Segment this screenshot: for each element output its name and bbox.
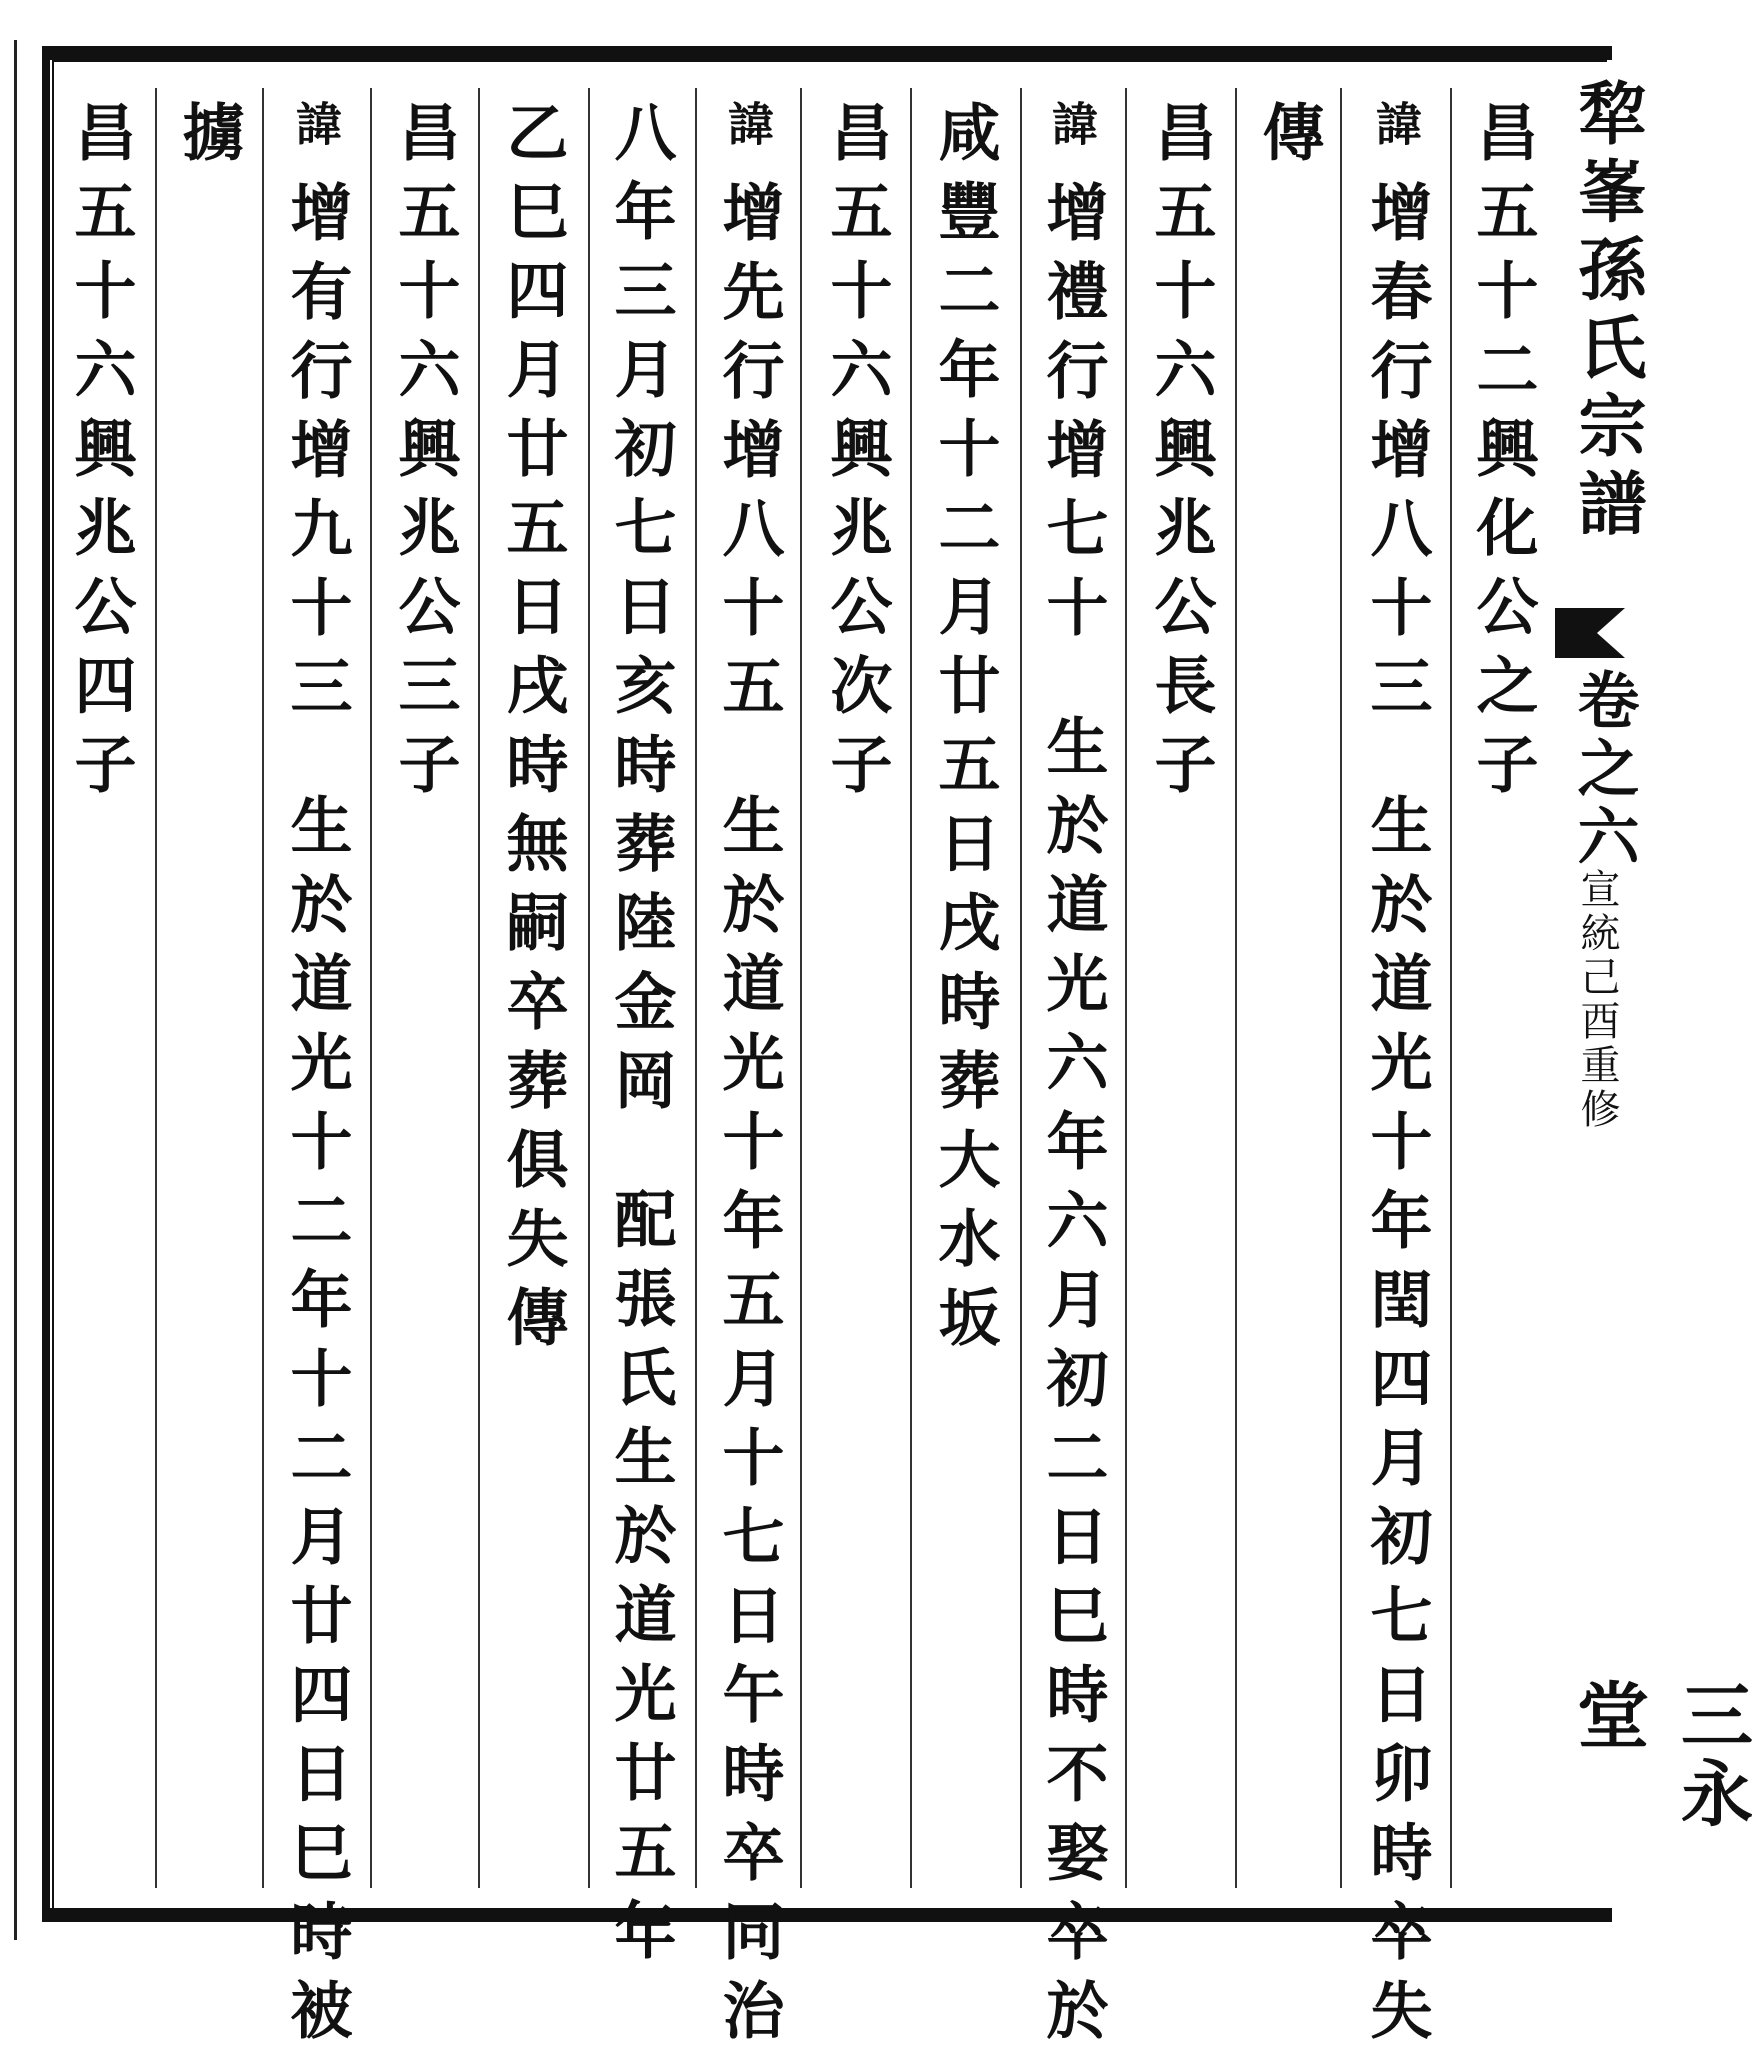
column-divider xyxy=(1340,88,1342,1888)
column-text: 昌五十六興兆公長子 xyxy=(1144,100,1217,811)
column-divider xyxy=(588,88,590,1888)
taboo-name-marker: 諱 xyxy=(1369,100,1423,150)
edition-note: 宣統己酉重修 xyxy=(1574,868,1620,1132)
column-text: 增禮行增七十 xyxy=(1036,180,1109,654)
column-divider xyxy=(1450,88,1452,1888)
fish-tail-mark xyxy=(1555,608,1625,658)
column-text: 昌五十六興兆公次子 xyxy=(820,100,893,811)
column-text: 傳 xyxy=(1252,100,1325,179)
column-text: 昌五十六興兆公三子 xyxy=(388,100,461,811)
column-divider xyxy=(1235,88,1237,1888)
column-text: 昌五十六興兆公四子 xyxy=(64,100,137,811)
column-text: 配張氏生於道光廿五年 xyxy=(604,1187,677,1977)
column-text: 擄 xyxy=(172,100,245,179)
column-divider xyxy=(1125,88,1127,1888)
book-title: 犂峯孫氏宗譜 xyxy=(1567,78,1647,546)
taboo-name-marker: 諱 xyxy=(721,100,775,150)
column-text: 昌五十二興化公之子 xyxy=(1466,100,1539,811)
column-text: 八年三月初七日亥時葬陸金岡 xyxy=(604,100,677,1127)
taboo-name-marker: 諱 xyxy=(1045,100,1099,150)
column-divider xyxy=(262,88,264,1888)
column-text: 增先行增八十五 xyxy=(712,180,785,733)
column-text: 增有行增九十三 xyxy=(280,180,353,733)
column-divider xyxy=(370,88,372,1888)
column-divider xyxy=(910,88,912,1888)
previous-page-edge xyxy=(0,40,17,1940)
volume-label: 卷之六 xyxy=(1567,668,1640,872)
column-text: 生於道光六年六月初二日巳時不娶卒於 xyxy=(1036,714,1109,2057)
column-text: 乙巳四月廿五日戌時無嗣卒葬俱失傳 xyxy=(496,100,569,1364)
column-text: 生於道光十年五月十七日午時卒同治 xyxy=(712,793,785,2057)
taboo-name-marker: 諱 xyxy=(289,100,343,150)
column-divider xyxy=(1020,88,1022,1888)
column-divider xyxy=(478,88,480,1888)
column-text: 生於道光十二年十二月廿四日巳時被 xyxy=(280,793,353,2057)
column-divider xyxy=(695,88,697,1888)
column-text: 增春行增八十三 xyxy=(1360,180,1433,733)
block-margin xyxy=(1555,68,1754,1908)
column-text: 生於道光十年閏四月初七日卯時卒失 xyxy=(1360,793,1433,2057)
column-text: 咸豐二年十二月廿五日戌時葬大水坂 xyxy=(928,100,1001,1364)
column-divider xyxy=(800,88,802,1888)
hall-name: 三永堂 xyxy=(1565,1678,1754,1834)
column-divider xyxy=(155,88,157,1888)
